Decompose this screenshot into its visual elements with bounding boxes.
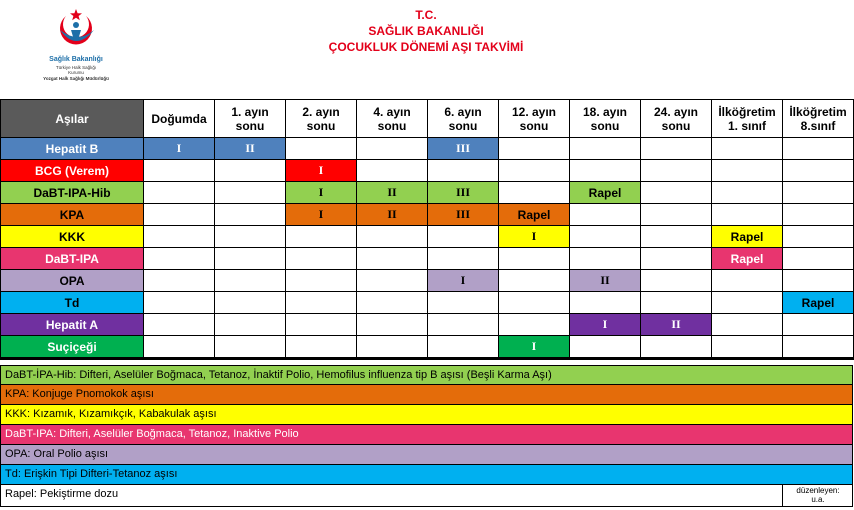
schedule-cell <box>286 248 357 270</box>
column-header-4 <box>357 100 428 138</box>
column-header-line-2: sonu <box>235 118 265 133</box>
legend-item: OPA: Oral Polio aşısı <box>0 445 853 465</box>
schedule-cell <box>641 292 712 314</box>
schedule-cell <box>286 270 357 292</box>
vaccine-name: BCG (Verem) <box>1 160 144 182</box>
table-row <box>1 160 854 182</box>
logo-line-4: Yozgat Halk Sağlığı Müdürlüğü <box>43 76 109 81</box>
schedule-cell <box>286 292 357 314</box>
schedule-cell <box>641 270 712 292</box>
legend-footer-row <box>0 485 853 507</box>
schedule-cell <box>712 292 783 314</box>
schedule-cell <box>783 270 854 292</box>
column-header-line-1: 1. ayın <box>231 104 269 119</box>
legend-list <box>0 365 853 485</box>
vaccine-name: Hepatit A <box>1 314 144 336</box>
schedule-cell <box>570 226 641 248</box>
column-header-9 <box>712 100 783 138</box>
schedule-cell <box>499 182 570 204</box>
vaccine-name: DaBT-IPA <box>1 248 144 270</box>
schedule-cell: Rapel <box>570 182 641 204</box>
schedule-cell: Rapel <box>712 248 783 270</box>
schedule-cell <box>428 292 499 314</box>
vaccine-name: DaBT-IPA-Hib <box>1 182 144 204</box>
schedule-cell <box>357 314 428 336</box>
column-header-line-1: İlköğretim <box>789 104 847 119</box>
schedule-cell <box>783 160 854 182</box>
schedule-cell <box>712 336 783 359</box>
schedule-cell <box>641 160 712 182</box>
schedule-cell <box>144 204 215 226</box>
vaccine-name: OPA <box>1 270 144 292</box>
schedule-cell <box>286 226 357 248</box>
schedule-cell <box>357 138 428 160</box>
table-row <box>1 336 854 359</box>
column-header-line-2: sonu <box>661 118 691 133</box>
schedule-cell <box>499 160 570 182</box>
schedule-cell <box>712 270 783 292</box>
schedule-cell <box>783 314 854 336</box>
legend-item: KKK: Kızamık, Kızamıkçık, Kabakulak aşısı <box>0 405 853 425</box>
schedule-cell <box>712 160 783 182</box>
column-header-line-2: sonu <box>377 118 407 133</box>
schedule-cell: II <box>357 204 428 226</box>
vaccine-name: KKK <box>1 226 144 248</box>
credit <box>784 486 852 504</box>
schedule-cell <box>144 292 215 314</box>
schedule-cell <box>144 314 215 336</box>
column-header-line-1: 18. ayın <box>582 104 628 119</box>
vaccine-name: Hepatit B <box>1 138 144 160</box>
schedule-cell: III <box>428 182 499 204</box>
schedule-cell <box>712 204 783 226</box>
abbreviation-legend <box>0 365 853 507</box>
column-header-1 <box>144 100 215 138</box>
column-header-10 <box>783 100 854 138</box>
schedule-cell <box>570 204 641 226</box>
schedule-cell <box>215 270 286 292</box>
column-header-3 <box>286 100 357 138</box>
schedule-cell <box>428 336 499 359</box>
schedule-cell <box>357 270 428 292</box>
schedule-cell <box>357 248 428 270</box>
title-line-2: SAĞLIK BAKANLIĞI <box>368 24 484 38</box>
schedule-cell <box>499 248 570 270</box>
column-header-line-1: 2. ayın <box>302 104 340 119</box>
column-header-line-2: sonu <box>519 118 549 133</box>
schedule-cell: I <box>286 182 357 204</box>
table-row <box>1 138 854 160</box>
table-row <box>1 314 854 336</box>
schedule-cell <box>144 182 215 204</box>
column-header-8 <box>641 100 712 138</box>
column-header-line-1: İlköğretim <box>718 104 776 119</box>
schedule-cell: Rapel <box>712 226 783 248</box>
schedule-cell <box>499 138 570 160</box>
schedule-cell <box>215 314 286 336</box>
column-header-line-1: 4. ayın <box>373 104 411 119</box>
schedule-cell <box>641 138 712 160</box>
schedule-cell: I <box>286 160 357 182</box>
schedule-cell: II <box>215 138 286 160</box>
schedule-cell <box>215 204 286 226</box>
schedule-cell <box>215 226 286 248</box>
column-header-2 <box>215 100 286 138</box>
schedule-cell: I <box>286 204 357 226</box>
schedule-cell: I <box>428 270 499 292</box>
vaccine-name: Td <box>1 292 144 314</box>
schedule-cell <box>144 336 215 359</box>
schedule-cell <box>286 336 357 359</box>
table-row <box>1 248 854 270</box>
schedule-cell: I <box>499 336 570 359</box>
column-header-line-2: 8.sınıf <box>800 118 836 133</box>
column-header-vaccines <box>1 100 144 138</box>
schedule-cell <box>428 226 499 248</box>
schedule-cell <box>783 138 854 160</box>
legend-item: DaBT-İPA-Hib: Difteri, Aselüler Boğmaca, Tetanoz, İnaktif Polio, Hemofilus influenza tip B aşısı (Beşli Karma Aşı) <box>0 365 853 385</box>
schedule-cell <box>286 138 357 160</box>
schedule-cell <box>286 314 357 336</box>
title-line-1: T.C. <box>415 8 437 22</box>
column-header-line-1: Doğumda <box>151 111 207 126</box>
column-header-line-2: sonu <box>448 118 478 133</box>
schedule-cell: III <box>428 138 499 160</box>
column-header-line-1: 24. ayın <box>653 104 699 119</box>
schedule-cell: II <box>641 314 712 336</box>
schedule-cell: Rapel <box>499 204 570 226</box>
footer-divider <box>782 485 783 506</box>
schedule-cell <box>641 336 712 359</box>
vaccine-name: KPA <box>1 204 144 226</box>
rapel-note: Rapel: Pekiştirme dozu <box>5 488 119 500</box>
schedule-cell <box>144 160 215 182</box>
column-header-line-1: 12. ayın <box>511 104 557 119</box>
table-row <box>1 182 854 204</box>
vaccination-schedule-table <box>0 99 854 360</box>
credit-name: u.a. <box>811 495 825 504</box>
schedule-cell <box>783 336 854 359</box>
column-header-line-2: sonu <box>590 118 620 133</box>
schedule-cell <box>499 292 570 314</box>
vaccine-name: Suçiçeği <box>1 336 144 359</box>
schedule-cell <box>783 204 854 226</box>
credit-label: düzenleyen: <box>796 486 840 495</box>
schedule-cell: Rapel <box>783 292 854 314</box>
schedule-cell <box>570 138 641 160</box>
legend-item: Td: Erişkin Tipi Difteri-Tetanoz aşısı <box>0 465 853 485</box>
schedule-cell <box>570 160 641 182</box>
ministry-logo <box>22 6 130 92</box>
schedule-cell <box>428 160 499 182</box>
schedule-cell <box>357 336 428 359</box>
schedule-cell <box>215 182 286 204</box>
table-row <box>1 292 854 314</box>
schedule-cell <box>641 204 712 226</box>
column-header-6 <box>499 100 570 138</box>
schedule-cell: I <box>570 314 641 336</box>
schedule-cell <box>570 292 641 314</box>
schedule-cell <box>144 270 215 292</box>
saglik-bakanligi-logo-icon <box>22 6 130 56</box>
table-row <box>1 204 854 226</box>
schedule-cell <box>428 314 499 336</box>
schedule-cell <box>570 336 641 359</box>
logo-line-3: Kurumu <box>68 70 84 75</box>
schedule-cell: I <box>499 226 570 248</box>
logo-line-1: Sağlık Bakanlığı <box>49 56 103 63</box>
schedule-cell: I <box>144 138 215 160</box>
schedule-cell <box>641 226 712 248</box>
table-row <box>1 226 854 248</box>
legend-item: KPA: Konjuge Pnomokok aşısı <box>0 385 853 405</box>
schedule-cell <box>712 138 783 160</box>
schedule-cell <box>144 248 215 270</box>
schedule-cell <box>783 182 854 204</box>
page-header <box>0 0 854 99</box>
schedule-cell <box>641 182 712 204</box>
schedule-cell <box>783 248 854 270</box>
schedule-cell <box>357 292 428 314</box>
column-header-5 <box>428 100 499 138</box>
column-header-line-1: Aşılar <box>55 111 89 126</box>
column-header-line-1: 6. ayın <box>444 104 482 119</box>
schedule-cell: III <box>428 204 499 226</box>
schedule-cell <box>712 182 783 204</box>
schedule-cell <box>215 160 286 182</box>
table-header-row <box>1 100 854 138</box>
schedule-cell <box>144 226 215 248</box>
schedule-cell <box>215 292 286 314</box>
schedule-cell <box>499 270 570 292</box>
table-body <box>1 138 854 359</box>
page-title: ÇOCUKLUK DÖNEMİ AŞI TAKVİMİ <box>328 40 524 54</box>
schedule-cell: II <box>357 182 428 204</box>
schedule-cell <box>428 248 499 270</box>
column-header-line-2: 1. sınıf <box>727 118 766 133</box>
schedule-cell <box>215 336 286 359</box>
schedule-cell <box>641 248 712 270</box>
schedule-cell <box>499 314 570 336</box>
schedule-cell <box>783 226 854 248</box>
schedule-cell <box>357 226 428 248</box>
schedule-cell <box>712 314 783 336</box>
legend-item: DaBT-IPA: Difteri, Aselüler Boğmaca, Tetanoz, Inaktive Polio <box>0 425 853 445</box>
schedule-cell <box>357 160 428 182</box>
schedule-cell <box>215 248 286 270</box>
column-header-7 <box>570 100 641 138</box>
table-row <box>1 270 854 292</box>
schedule-cell: II <box>570 270 641 292</box>
schedule-cell <box>570 248 641 270</box>
logo-line-2: Türkiye Halk Sağlığı <box>55 65 97 70</box>
column-header-line-2: sonu <box>306 118 336 133</box>
